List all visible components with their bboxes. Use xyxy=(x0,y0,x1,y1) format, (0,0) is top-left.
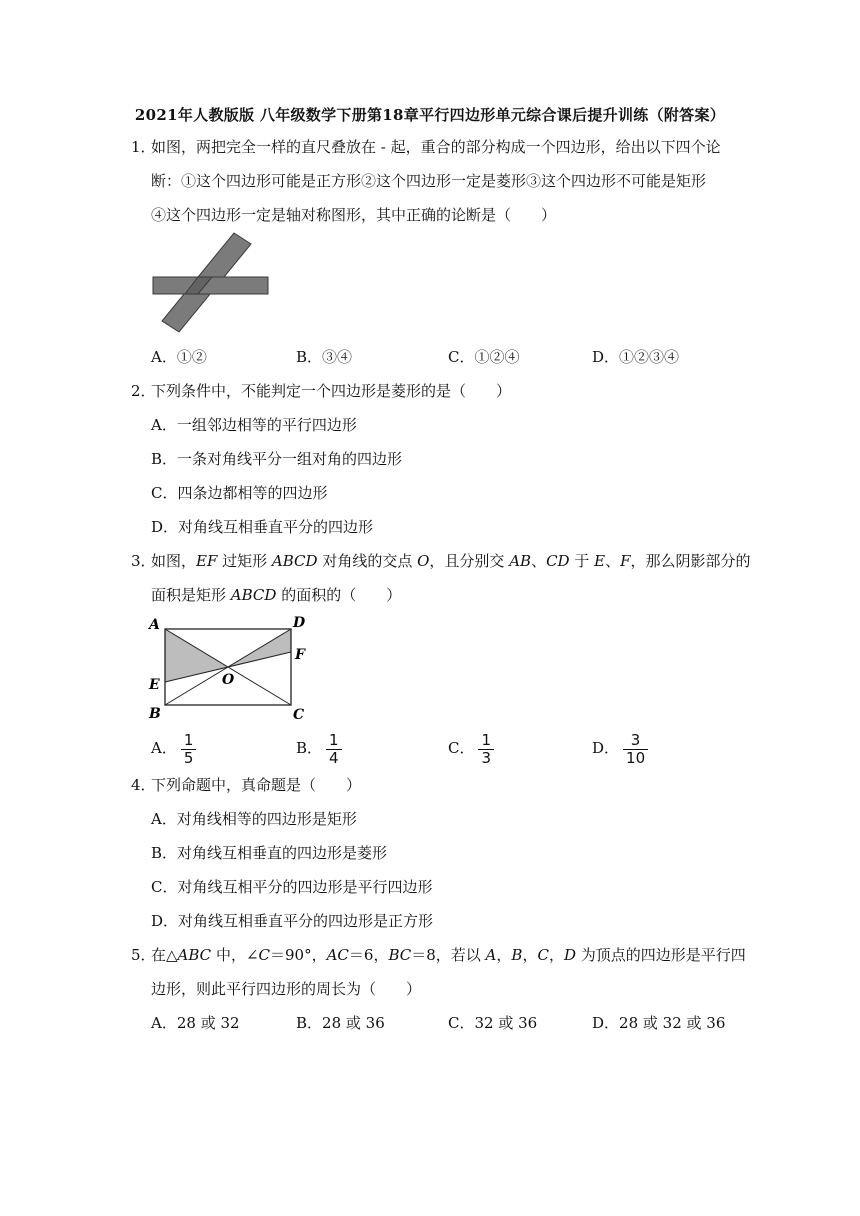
option-label: C． xyxy=(448,1014,475,1032)
question-4-stem xyxy=(131,770,731,804)
option-a[interactable] xyxy=(131,804,731,838)
option-label: D． xyxy=(592,739,620,757)
option-text: 28 或 36 xyxy=(322,1014,385,1032)
numerator: 1 xyxy=(181,732,197,750)
question-number: 4． xyxy=(131,776,156,794)
question-1-line-2: 断：①这个四边形可能是正方形②这个四边形一定是菱形③这个四边形不可能是矩形 xyxy=(151,172,707,190)
text: 为顶点的四边形是平行四 xyxy=(575,946,746,964)
option-text: 32 或 36 xyxy=(474,1014,538,1032)
option-text: 对角线互相垂直平分的四边形是正方形 xyxy=(178,912,434,930)
denominator: 4 xyxy=(329,748,339,767)
option-c[interactable] xyxy=(131,872,731,906)
text: ， xyxy=(522,946,538,964)
question-number: 3． xyxy=(131,552,156,570)
question-2-stem xyxy=(131,376,731,410)
question-4 xyxy=(131,770,731,940)
rectangle-figure xyxy=(144,612,314,724)
text: ＝8，若以 xyxy=(411,946,486,964)
text: 如图， xyxy=(151,552,197,570)
option-label: C． xyxy=(448,348,475,366)
variable: ABCD xyxy=(271,552,318,570)
question-1-line-1 xyxy=(131,132,731,166)
variable: C xyxy=(537,946,549,964)
label-e: E xyxy=(149,677,160,693)
label-b: B xyxy=(149,706,161,722)
question-3 xyxy=(131,546,751,614)
option-b[interactable] xyxy=(131,838,731,872)
question-5-line-1 xyxy=(131,940,746,974)
text: 、 xyxy=(531,552,547,570)
page-title: 2021年人教版版 八年级数学下册第18章平行四边形单元综合课后提升训练（附答案） xyxy=(134,106,726,124)
question-text: 如图，两把完全一样的直尺叠放在 - 起，重合的部分构成一个四边形，给出以下四个论 xyxy=(151,138,721,156)
option-label: A． xyxy=(151,348,177,366)
option-c[interactable] xyxy=(448,1008,537,1038)
question-3-line-2 xyxy=(131,580,731,614)
option-label: D． xyxy=(592,1014,620,1032)
label-a: A xyxy=(149,617,160,633)
text: 对角线的交点 xyxy=(317,552,418,570)
text: 于 xyxy=(569,552,595,570)
denominator: 5 xyxy=(183,748,194,767)
option-label: B． xyxy=(151,844,178,862)
variable: C xyxy=(258,946,270,964)
text: 过矩形 xyxy=(217,552,272,570)
question-3-line-1 xyxy=(131,546,751,580)
option-text: 28 或 32 或 36 xyxy=(619,1014,726,1032)
variable: BC xyxy=(388,946,412,964)
variable: F xyxy=(620,552,631,570)
question-5-line-2: 边形，则此平行四边形的周长为（ ） xyxy=(151,980,422,998)
option-label: D． xyxy=(151,912,179,930)
option-label: C． xyxy=(151,878,178,896)
text: 面积是矩形 xyxy=(151,586,231,604)
numerator: 1 xyxy=(326,732,342,750)
text: 、 xyxy=(605,552,621,570)
denominator: 3 xyxy=(481,748,492,767)
question-number: 2． xyxy=(131,382,156,400)
label-f: F xyxy=(295,647,305,663)
text: ＝90°， xyxy=(270,946,327,964)
fraction xyxy=(623,732,648,767)
label-d: D xyxy=(293,615,306,631)
variable: B xyxy=(511,946,523,964)
option-text: ①②④ xyxy=(474,348,520,366)
option-text: ①② xyxy=(176,348,207,366)
variable: ABCD xyxy=(230,586,277,604)
question-3-options xyxy=(131,729,731,769)
option-a[interactable] xyxy=(151,1008,240,1038)
question-1-line-3: ④这个四边形一定是轴对称图形，其中正确的论断是（ ） xyxy=(151,206,557,224)
option-text: 四条边都相等的四边形 xyxy=(177,484,328,502)
text: 在△ xyxy=(151,946,178,964)
option-row xyxy=(131,729,731,769)
option-label: A． xyxy=(151,1014,177,1032)
option-d[interactable] xyxy=(131,512,731,546)
text: ＝6， xyxy=(348,946,389,964)
option-label: A． xyxy=(151,739,177,757)
option-label: B． xyxy=(151,450,178,468)
option-a[interactable] xyxy=(151,729,196,767)
question-number: 1． xyxy=(131,138,156,156)
option-label: D． xyxy=(592,348,620,366)
option-label: C． xyxy=(448,739,475,757)
option-row xyxy=(131,342,731,376)
option-b[interactable] xyxy=(296,1008,385,1038)
option-c[interactable] xyxy=(448,342,520,372)
variable: ABC xyxy=(177,946,212,964)
option-label: B． xyxy=(296,1014,323,1032)
question-1 xyxy=(131,132,731,234)
option-b[interactable] xyxy=(296,729,342,767)
variable: D xyxy=(563,946,576,964)
question-1-options xyxy=(131,342,731,376)
variable: E xyxy=(594,552,606,570)
option-text: 对角线互相垂直的四边形是菱形 xyxy=(177,844,388,862)
question-text: 下列命题中，真命题是（ ） xyxy=(151,776,362,794)
question-number: 5． xyxy=(131,946,156,964)
text: ，那么阴影部分的 xyxy=(630,552,751,570)
variable: AC xyxy=(326,946,349,964)
option-text: 对角线互相垂直平分的四边形 xyxy=(178,518,374,536)
variable: O xyxy=(417,552,430,570)
option-label: A． xyxy=(151,416,177,434)
option-a[interactable] xyxy=(131,410,731,444)
denominator: 10 xyxy=(626,748,646,767)
option-row xyxy=(131,1008,731,1042)
variable: CD xyxy=(546,552,570,570)
option-text: ①②③④ xyxy=(619,348,680,366)
option-label: B． xyxy=(296,739,323,757)
numerator: 3 xyxy=(623,732,648,750)
variable: EF xyxy=(196,552,218,570)
question-text: 下列条件中，不能判定一个四边形是菱形的是（ ） xyxy=(151,382,512,400)
fraction xyxy=(326,732,342,767)
option-text: 对角线相等的四边形是矩形 xyxy=(176,810,357,828)
fraction xyxy=(478,732,494,767)
option-text: ③④ xyxy=(322,348,353,366)
text: 中，∠ xyxy=(211,946,259,964)
option-text: 一组邻边相等的平行四边形 xyxy=(176,416,357,434)
option-b[interactable] xyxy=(131,444,731,478)
option-c[interactable] xyxy=(448,729,494,767)
option-c[interactable] xyxy=(131,478,731,512)
option-text: 对角线互相平分的四边形是平行四边形 xyxy=(177,878,433,896)
option-label: B． xyxy=(296,348,323,366)
text: ， xyxy=(496,946,512,964)
text: ，且分别交 xyxy=(429,552,510,570)
variable: AB xyxy=(509,552,532,570)
fraction xyxy=(181,732,197,767)
option-label: A． xyxy=(151,810,177,828)
rulers-figure xyxy=(150,230,274,336)
label-o: O xyxy=(222,672,235,688)
option-text: 28 或 32 xyxy=(176,1014,240,1032)
option-label: D． xyxy=(151,518,179,536)
option-a[interactable] xyxy=(151,342,207,372)
text: 的面积的（ ） xyxy=(276,586,402,604)
label-c: C xyxy=(293,707,305,723)
numerator: 1 xyxy=(478,732,494,750)
variable: A xyxy=(485,946,497,964)
text: ， xyxy=(548,946,564,964)
option-b[interactable] xyxy=(296,342,352,372)
option-d[interactable] xyxy=(592,342,679,372)
option-text: 一条对角线平分一组对角的四边形 xyxy=(177,450,403,468)
option-d[interactable] xyxy=(592,729,648,767)
question-5 xyxy=(131,940,746,1042)
option-d[interactable] xyxy=(592,1008,725,1038)
option-label: C． xyxy=(151,484,178,502)
question-2 xyxy=(131,376,731,546)
option-d[interactable] xyxy=(131,906,731,940)
